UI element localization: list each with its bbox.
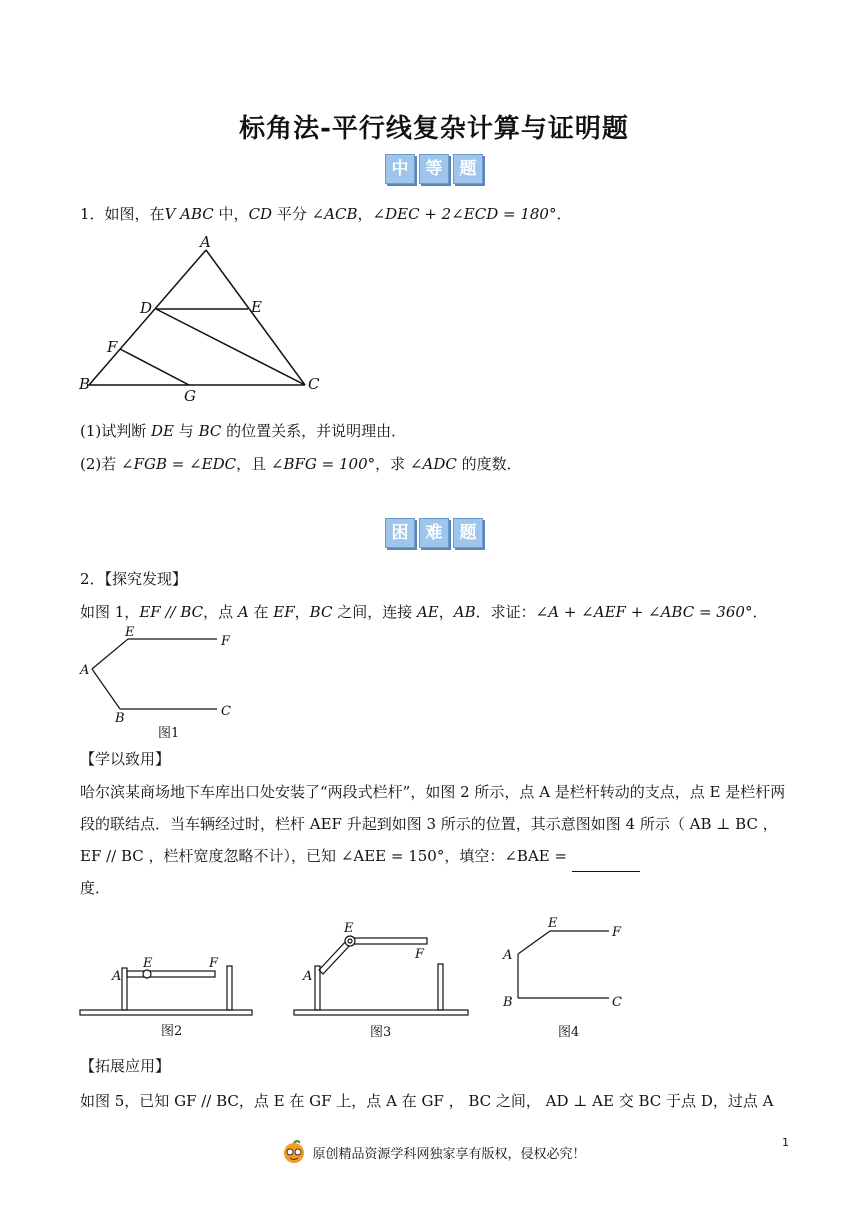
q2-part1 bbox=[80, 601, 767, 622]
label-b: B bbox=[79, 375, 91, 393]
text: ， bbox=[294, 603, 310, 621]
badge-char: 中 bbox=[385, 154, 415, 184]
math: EF // BC bbox=[139, 603, 204, 621]
figure-caption: 图4 bbox=[558, 1025, 580, 1040]
text: ，点 bbox=[203, 603, 238, 621]
text: 哈尔滨某商场地下车库出口处安装了“两段式栏杆”，如图 2 所示，点 A 是栏杆转动的支点，点 E 是栏杆两段的联结点．当车辆经过时，栏杆 AEF 升起到如图 3 所示的位置，其示意图如图 4 所示（ AB ⊥ BC ， EF // BC ，栏杆宽度忽略不计），已知 ∠AEE = 150°，填空：∠BAE = bbox=[80, 783, 786, 865]
label-f: F bbox=[612, 925, 622, 940]
label-f: F bbox=[415, 947, 425, 962]
label-d: D bbox=[140, 299, 153, 317]
answer-blank[interactable] bbox=[572, 857, 640, 872]
label-a: A bbox=[112, 969, 122, 984]
label-e: E bbox=[251, 298, 262, 316]
text: 平分 bbox=[272, 205, 312, 223]
figure-caption: 图3 bbox=[370, 1025, 392, 1040]
text: ， bbox=[438, 603, 454, 621]
copyright-text: 原创精品资源学科网独家享有版权，侵权必究！ bbox=[312, 1146, 586, 1162]
text: (1)试判断 bbox=[80, 422, 152, 440]
question-number: 1． bbox=[80, 205, 105, 223]
section-heading: 【探究发现】 bbox=[104, 570, 188, 588]
text: ．求证： bbox=[475, 603, 536, 621]
q1-sub1 bbox=[80, 420, 406, 441]
section-heading: 【学以致用】 bbox=[80, 750, 171, 768]
label-f: F bbox=[107, 338, 118, 356]
badge-char: 困 bbox=[385, 518, 415, 548]
text: 的位置关系，并说明理由． bbox=[221, 422, 407, 440]
math: AB bbox=[453, 603, 476, 621]
math: A bbox=[237, 603, 249, 621]
math: V ABC bbox=[164, 205, 214, 223]
math: ∠FGB = ∠EDC bbox=[121, 455, 237, 473]
badge-char: 等 bbox=[419, 154, 449, 184]
label-e: E bbox=[125, 625, 135, 640]
label-b: B bbox=[503, 995, 513, 1010]
math: EF bbox=[273, 603, 295, 621]
figure-1 bbox=[72, 622, 252, 742]
text: 如图 1， bbox=[80, 603, 140, 621]
label-c: C bbox=[221, 704, 231, 719]
figure-triangle-abc bbox=[72, 230, 332, 405]
text: 度． bbox=[80, 879, 111, 897]
text: ，求 bbox=[375, 455, 410, 473]
label-e: E bbox=[548, 916, 558, 931]
orange-logo-icon bbox=[282, 1140, 306, 1164]
math: ∠DEC + 2∠ECD = 180° bbox=[372, 205, 557, 223]
label-b: B bbox=[115, 711, 125, 726]
math: ∠ADC bbox=[409, 455, 457, 473]
label-c: C bbox=[308, 375, 320, 393]
text: 的度数． bbox=[456, 455, 522, 473]
label-g: G bbox=[184, 387, 196, 405]
math: AE bbox=[416, 603, 439, 621]
q2-part2 bbox=[80, 776, 792, 904]
badge-char: 题 bbox=[453, 518, 483, 548]
badge-char: 难 bbox=[419, 518, 449, 548]
math: ∠BFG = 100° bbox=[270, 455, 376, 473]
text: 与 bbox=[174, 422, 199, 440]
math: ∠ACB bbox=[311, 205, 358, 223]
math: ∠A + ∠AEF + ∠ABC = 360° bbox=[535, 603, 753, 621]
page-number: 1 bbox=[782, 1136, 789, 1149]
page-title: 标角法-平行线复杂计算与证明题 bbox=[239, 114, 629, 144]
label-e: E bbox=[143, 956, 153, 971]
text: 如图，在 bbox=[104, 205, 165, 223]
q1-stem bbox=[80, 203, 572, 224]
label-f: F bbox=[221, 634, 231, 649]
q2-part3: 如图 5，已知 GF // BC，点 E 在 GF 上，点 A 在 GF ， BC 之间， AD ⊥ AE 交 BC 于点 D，过点 A bbox=[80, 1092, 774, 1110]
text: ， bbox=[357, 205, 373, 223]
text: (2)若 bbox=[80, 455, 122, 473]
math: CD bbox=[248, 205, 273, 223]
label-c: C bbox=[612, 995, 622, 1010]
text: 之间，连接 bbox=[332, 603, 417, 621]
q2-header bbox=[80, 568, 187, 589]
math: BC bbox=[198, 422, 222, 440]
label-e: E bbox=[344, 921, 354, 936]
figure-3 bbox=[292, 918, 476, 1038]
difficulty-badge-medium bbox=[0, 154, 868, 184]
figure-caption: 图1 bbox=[158, 726, 180, 741]
label-a: A bbox=[503, 948, 513, 963]
badge-char: 题 bbox=[453, 154, 483, 184]
text: 中， bbox=[213, 205, 249, 223]
footer bbox=[0, 1140, 868, 1164]
text: ． bbox=[556, 205, 572, 223]
q1-sub2 bbox=[80, 453, 522, 474]
math: DE bbox=[151, 422, 175, 440]
label-f: F bbox=[209, 956, 219, 971]
label-a: A bbox=[200, 233, 211, 251]
figure-4 bbox=[498, 910, 638, 1040]
math: BC bbox=[309, 603, 333, 621]
label-a: A bbox=[80, 663, 90, 678]
difficulty-badge-hard bbox=[0, 518, 868, 548]
figure-2 bbox=[78, 920, 262, 1039]
question-number: 2． bbox=[80, 570, 105, 588]
text: 在 bbox=[248, 603, 274, 621]
figure-caption: 图2 bbox=[161, 1024, 183, 1039]
label-a: A bbox=[303, 969, 313, 984]
text: ，且 bbox=[236, 455, 271, 473]
text: ． bbox=[752, 603, 768, 621]
section-heading: 【拓展应用】 bbox=[80, 1057, 171, 1075]
